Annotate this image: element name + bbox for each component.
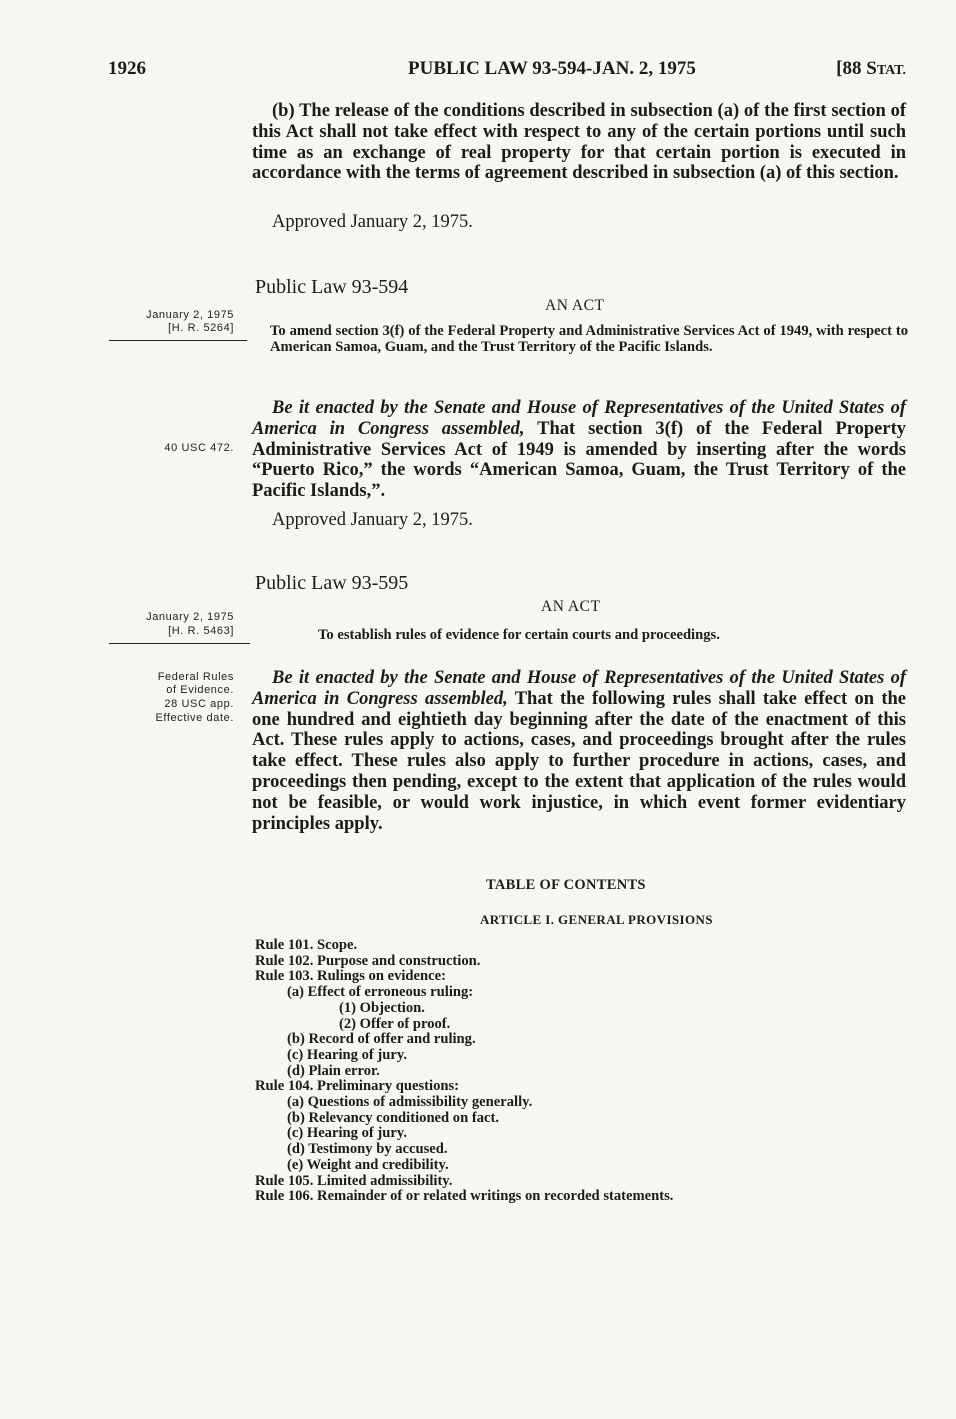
toc-item: (c) Hearing of jury. [287, 1046, 407, 1063]
margin-note-effective-date: Effective date. [155, 712, 234, 724]
toc-item: (a) Questions of admissibility generally. [287, 1094, 533, 1111]
long-title-595: To establish rules of evidence for certain courts and proceedings. [318, 627, 720, 643]
margin-citation-594: 40 USC 472. [164, 442, 234, 454]
toc-item: (e) Weight and credibility. [287, 1156, 449, 1173]
running-title: PUBLIC LAW 93-594-JAN. 2, 1975 [408, 58, 696, 79]
carryover-paragraph: (b) The release of the conditions described in subsection (a) of the first section of this Act shall not take effect with respect to any of the certain portions until such time as an exchange of real property for that certain portion is executed in accordance with the terms of agreement described in subsection (a) of this section. [252, 101, 906, 184]
approved-line-2: Approved January 2, 1975. [272, 510, 473, 530]
toc-heading: TABLE OF CONTENTS [486, 877, 646, 893]
statute-reference [836, 58, 906, 80]
toc-item: Rule 104. Preliminary questions: [255, 1078, 460, 1095]
margin-rule-595 [109, 643, 250, 644]
long-title-594 [256, 324, 908, 355]
running-head [108, 58, 906, 86]
toc-item: (b) Record of offer and ruling. [287, 1031, 476, 1048]
toc-item: (a) Effect of erroneous ruling: [287, 984, 474, 1001]
law-594-body [252, 398, 906, 502]
toc-article-heading: ARTICLE I. GENERAL PROVISIONS [480, 912, 713, 927]
an-act-594: AN ACT [545, 297, 605, 314]
toc-list [255, 938, 673, 1205]
page-number: 1926 [108, 58, 146, 79]
public-law-595-title: Public Law 93-595 [255, 572, 409, 594]
margin-note-federal-rules: Federal Rules [157, 671, 234, 683]
law-594-text: That section 3(f) of the Federal Property Administrative Services Act of 1949 is amended by inserting after the words “Puerto Rico,” the words “American Samoa, Guam, the Trust Territory of the Pacific Islands,”. [252, 418, 906, 502]
margin-bill-595: [H. R. 5463] [168, 625, 234, 637]
enacting-clause-595: Be it enacted by the Senate and House of Representatives of the United States of America in Congress assembled, [252, 668, 906, 709]
stat-suffix: TAT. [876, 63, 906, 78]
margin-date-594: January 2, 1975 [146, 309, 234, 321]
toc-item: (d) Plain error. [287, 1062, 380, 1079]
toc-item: (2) Offer of proof. [339, 1015, 451, 1032]
toc-item: (c) Hearing of jury. [287, 1125, 407, 1142]
toc-item: Rule 106. Remainder of or related writings on recorded statements. [255, 1188, 674, 1205]
margin-date-595: January 2, 1975 [146, 611, 234, 623]
approved-line-1: Approved January 2, 1975. [272, 212, 473, 232]
margin-note-usc: 28 USC app. [164, 698, 234, 710]
toc-item: (1) Objection. [339, 999, 425, 1016]
margin-note-of-evidence: of Evidence. [166, 684, 234, 696]
toc-item: (b) Relevancy conditioned on fact. [287, 1109, 500, 1126]
enacting-clause-594: Be it enacted by the Senate and House of Representatives of the United States of America in Congress assembled, [252, 398, 906, 439]
toc-item: (d) Testimony by accused. [287, 1141, 448, 1158]
law-595-text: That the following rules shall take effect on the one hundred and eightieth day beginning after the date of the enactment of this Act. These rules apply to actions, cases, and proceedings brought after the rules take effect. These rules also apply to further procedure in actions, cases, and proceedings then pending, except to the extent that application of the rules would not be feasible, or would work injustice, in which event former evidentiary principles apply. [252, 688, 906, 834]
toc-item: Rule 105. Limited admissibility. [255, 1172, 453, 1189]
margin-rule-594 [109, 340, 247, 341]
stat-prefix: [88 S [836, 58, 877, 79]
public-law-594-title: Public Law 93-594 [255, 276, 409, 298]
toc-item: Rule 101. Scope. [255, 937, 358, 953]
toc-item: Rule 103. Rulings on evidence: [255, 968, 446, 985]
an-act-595: AN ACT [541, 598, 601, 615]
long-title-594-text: To amend section 3(f) of the Federal Property and Administrative Services Act of 1949, with respect to American Samoa, Guam, and the Trust Territory of the Pacific Islands. [270, 323, 908, 355]
toc-item: Rule 102. Purpose and construction. [255, 952, 481, 969]
margin-bill-594: [H. R. 5264] [168, 322, 234, 334]
law-595-body [252, 668, 906, 834]
